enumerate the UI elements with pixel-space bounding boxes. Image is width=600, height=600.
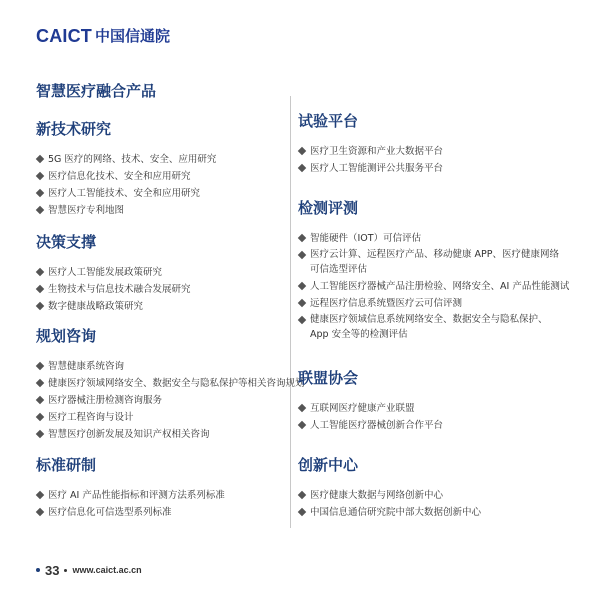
diamond-bullet-icon	[36, 413, 44, 421]
list-item-text: 智慧医疗专利地图	[48, 205, 125, 216]
diamond-bullet-icon	[36, 206, 44, 214]
diamond-bullet-icon	[36, 379, 44, 387]
section-items	[36, 264, 191, 315]
website-link: www.caict.ac.cn	[72, 565, 142, 575]
section-title: 创新中心	[298, 456, 359, 474]
section-left-0	[36, 119, 216, 219]
section-items	[298, 400, 443, 434]
logo-cn: 中国信通院	[95, 27, 171, 45]
section-items	[36, 358, 305, 443]
list-item	[36, 151, 216, 168]
logo-en: CAICT	[36, 26, 92, 46]
section-title: 联盟协会	[298, 369, 359, 387]
section-left-1	[36, 232, 191, 315]
list-item-text: 健康医疗领域信息系统网络安全、数据安全与隐私保护、 App 安全等的检测评估	[310, 314, 548, 340]
list-item-text: 医疗工程咨询与设计	[48, 412, 134, 423]
footer	[36, 562, 142, 578]
footer-dot	[36, 568, 40, 572]
list-item	[36, 185, 216, 202]
list-item-text: 健康医疗领域网络安全、数据安全与隐私保护等相关咨询规划	[48, 378, 305, 389]
diamond-bullet-icon	[298, 234, 306, 242]
diamond-bullet-icon	[36, 172, 44, 180]
page-number: 33	[45, 562, 60, 578]
diamond-bullet-icon	[298, 508, 306, 516]
diamond-bullet-icon	[36, 396, 44, 404]
list-item-text: 人工智能医疗器械产品注册检验、网络安全、AI 产品性能测试	[310, 281, 570, 292]
list-item-text: 医疗信息化可信选型系列标准	[48, 507, 172, 518]
list-item	[298, 295, 569, 312]
diamond-bullet-icon	[36, 302, 44, 310]
diamond-bullet-icon	[36, 508, 44, 516]
list-item	[36, 264, 191, 281]
diamond-bullet-icon	[298, 282, 306, 290]
diamond-bullet-icon	[298, 299, 306, 307]
diamond-bullet-icon	[36, 155, 44, 163]
section-right-3	[298, 455, 481, 521]
list-item	[298, 247, 569, 278]
list-item	[36, 487, 225, 504]
list-item-text: 医疗器械注册检测咨询服务	[48, 395, 163, 406]
section-items	[36, 487, 225, 521]
list-item-text: 互联网医疗健康产业联盟	[310, 403, 415, 414]
list-item	[298, 487, 481, 504]
page-title: 智慧医疗融合产品	[36, 82, 157, 100]
section-title: 标准研制	[36, 456, 97, 474]
list-item	[36, 375, 305, 392]
diamond-bullet-icon	[298, 251, 306, 259]
list-item	[36, 358, 305, 375]
list-item-text: 医疗人工智能发展政策研究	[48, 267, 163, 278]
list-item	[36, 504, 225, 521]
section-items	[298, 143, 443, 177]
section-items	[298, 230, 569, 343]
section-left-3	[36, 455, 225, 521]
diamond-bullet-icon	[298, 316, 306, 324]
section-left-2	[36, 326, 305, 443]
list-item-text: 智慧医疗创新发展及知识产权相关咨询	[48, 429, 210, 440]
list-item-text: 5G 医疗的网络、技术、安全、应用研究	[48, 154, 217, 165]
list-item-text: 人工智能医疗器械创新合作平台	[310, 420, 444, 431]
section-title: 试验平台	[298, 112, 359, 130]
diamond-bullet-icon	[36, 268, 44, 276]
list-item-text: 医疗人工智能测评公共服务平台	[310, 163, 444, 174]
section-right-0	[298, 111, 443, 177]
diamond-bullet-icon	[36, 491, 44, 499]
list-item	[36, 168, 216, 185]
list-item-text: 医疗云计算、远程医疗产品、移动健康 APP、医疗健康网络 可信选型评估	[310, 249, 559, 275]
list-item	[36, 426, 305, 443]
list-item-text: 医疗 AI 产品性能指标和评测方法系列标准	[48, 490, 225, 501]
section-right-2	[298, 368, 443, 434]
section-items	[36, 151, 216, 219]
list-item	[298, 278, 569, 295]
list-item	[36, 202, 216, 219]
list-item	[298, 400, 443, 417]
caict-logo	[36, 25, 170, 47]
list-item	[298, 230, 569, 247]
list-item-text: 中国信息通信研究院中部大数据创新中心	[310, 507, 482, 518]
list-item	[298, 504, 481, 521]
list-item-text: 数字健康战略政策研究	[48, 301, 144, 312]
list-item	[298, 160, 443, 177]
diamond-bullet-icon	[298, 147, 306, 155]
column-divider	[290, 96, 291, 528]
list-item	[36, 281, 191, 298]
diamond-bullet-icon	[298, 421, 306, 429]
footer-separator-dot	[64, 569, 67, 572]
list-item-text: 远程医疗信息系统暨医疗云可信评测	[310, 298, 463, 309]
diamond-bullet-icon	[36, 189, 44, 197]
list-item-text: 智慧健康系统咨询	[48, 361, 125, 372]
section-title: 新技术研究	[36, 120, 112, 138]
list-item	[36, 392, 305, 409]
list-item	[298, 312, 569, 343]
list-item-text: 智能硬件（IOT）可信评估	[310, 233, 422, 244]
list-item	[298, 143, 443, 160]
diamond-bullet-icon	[298, 164, 306, 172]
section-title: 规划咨询	[36, 327, 97, 345]
section-title: 决策支撑	[36, 233, 97, 251]
diamond-bullet-icon	[298, 491, 306, 499]
diamond-bullet-icon	[36, 285, 44, 293]
diamond-bullet-icon	[36, 430, 44, 438]
list-item-text: 医疗信息化技术、安全和应用研究	[48, 171, 191, 182]
section-right-1	[298, 198, 569, 343]
list-item-text: 生物技术与信息技术融合发展研究	[48, 284, 191, 295]
diamond-bullet-icon	[298, 404, 306, 412]
list-item	[36, 298, 191, 315]
section-title: 检测评测	[298, 199, 359, 217]
list-item-text: 医疗健康大数据与网络创新中心	[310, 490, 444, 501]
list-item-text: 医疗卫生资源和产业大数据平台	[310, 146, 444, 157]
list-item	[298, 417, 443, 434]
list-item-text: 医疗人工智能技术、安全和应用研究	[48, 188, 201, 199]
diamond-bullet-icon	[36, 362, 44, 370]
list-item	[36, 409, 305, 426]
section-items	[298, 487, 481, 521]
